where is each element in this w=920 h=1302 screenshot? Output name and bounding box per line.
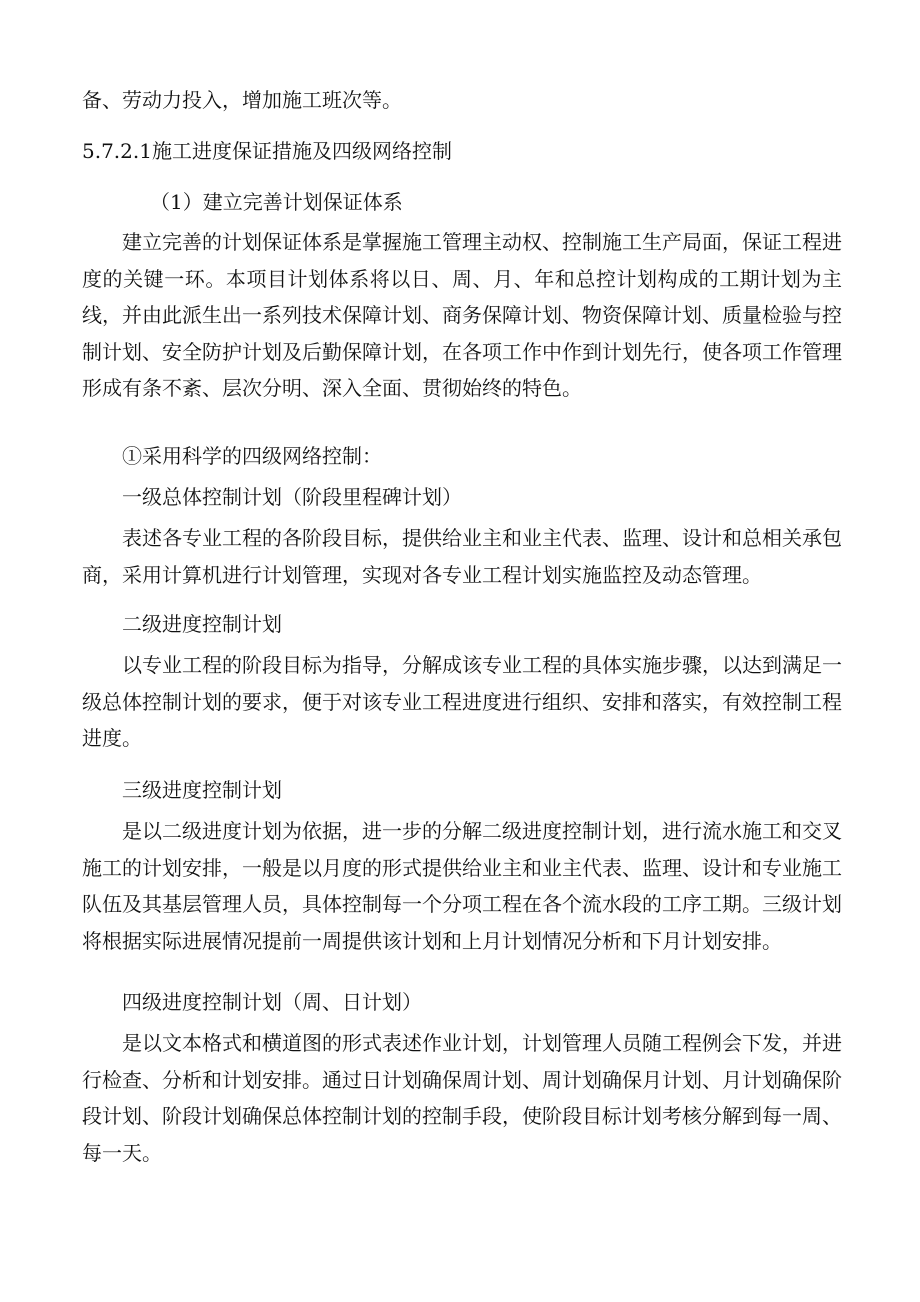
paragraph-plan-system: 建立完善的计划保证体系是掌握施工管理主动权、控制施工生产局面，保证工程进度的关键一环。本项目计划体系将以日、周、月、年和总控计划构成的工期计划为主线，并由此派生出一系列技术保障计划、商务保障计划、物资保障计划、质量检验与控制计划、安全防护计划及后勤保障计划，在各项工作中作到计划先行，使各项工作管理形成有条不紊、层次分明、深入全面、贯彻始终的特色。: [82, 230, 842, 400]
level-4-description: 是以文本格式和横道图的形式表述作业计划，计划管理人员随工程例会下发，并进行检查、分析和计划安排。通过日计划确保周计划、周计划确保月计划、月计划确保阶段计划、阶段计划确保总体控制计划的控制手段，使阶段目标计划考核分解到每一周、每一天。: [82, 1031, 842, 1165]
level-3-description: 是以二级进度计划为依据，进一步的分解二级进度控制计划，进行流水施工和交叉施工的计划安排，一般是以月度的形式提供给业主和业主代表、监理、设计和专业施工队伍及其基层管理人员，具体控制每一个分项工程在各个流水段的工序工期。三级计划将根据实际进展情况提前一周提供该计划和上月计划情况分析和下月计划安排。: [82, 819, 842, 953]
level-3-heading: 三级进度控制计划: [122, 778, 282, 802]
level-1-description: 表述各专业工程的各阶段目标，提供给业主和业主代表、监理、设计和总相关承包商，采用计算机进行计划管理，实现对各专业工程计划实施监控及动态管理。: [82, 526, 842, 587]
subsection-heading: （1）建立完善计划保证体系: [150, 190, 403, 214]
paragraph-continuation: 备、劳动力投入，增加施工班次等。: [82, 88, 402, 112]
level-4-heading: 四级进度控制计划（周、日计划）: [122, 990, 422, 1014]
level-2-description: 以专业工程的阶段目标为指导，分解成该专业工程的具体实施步骤，以达到满足一级总体控制计划的要求，便于对该专业工程进度进行组织、安排和落实，有效控制工程进度。: [82, 653, 842, 750]
level-1-heading: 一级总体控制计划（阶段里程碑计划）: [122, 485, 462, 509]
section-heading: 5.7.2.1施工进度保证措施及四级网络控制: [82, 139, 452, 163]
list-heading-network-control: ①采用科学的四级网络控制：: [122, 444, 382, 468]
level-2-heading: 二级进度控制计划: [122, 612, 282, 636]
